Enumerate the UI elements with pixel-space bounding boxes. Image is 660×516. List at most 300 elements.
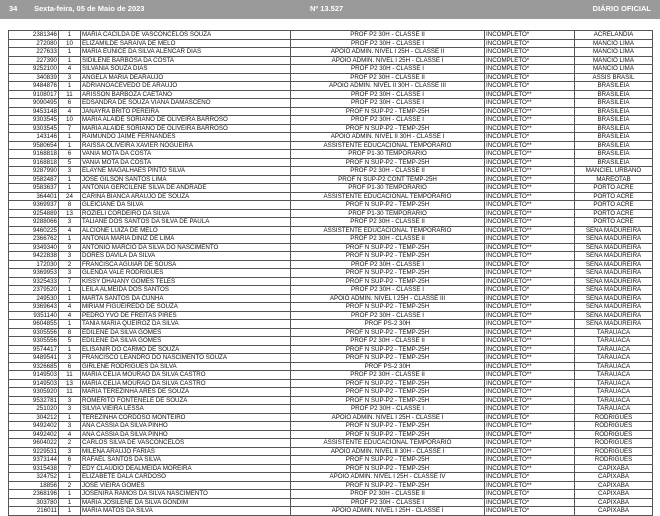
municipio-cell: ASSIS BRASIL [575, 73, 653, 82]
cargo-cell: PROF P2 30H - CLASSE II [291, 490, 485, 499]
cargo-cell: PROF PS-2 30H [291, 320, 485, 329]
situacao-cell: INCOMPLETO** [485, 337, 575, 346]
municipio-cell: CAPIXABA [575, 481, 653, 490]
municipio-cell: TARAUACA [575, 388, 653, 397]
situacao-cell: INCOMPLETO** [485, 396, 575, 405]
page-number: 34 [9, 4, 18, 13]
municipio-cell: TARAUACA [575, 379, 653, 388]
matricula-cell: 340839 [9, 73, 59, 82]
cargo-cell: PROF PS-2 30H [291, 362, 485, 371]
contrato-cell: 1 [59, 31, 81, 40]
municipio-cell: BRASILEIA [575, 150, 653, 159]
cargo-cell: PROF N SUP-P2 - TEMP-25H [291, 481, 485, 490]
table-row [9, 226, 653, 235]
contrato-cell: 1 [59, 498, 81, 507]
situacao-cell: INCOMPLETO** [485, 99, 575, 108]
matricula-cell: 9351140 [9, 311, 59, 320]
nome-cell: SIDILENE BARBOSA DA COSTA [81, 56, 291, 65]
matricula-cell: 9315438 [9, 464, 59, 473]
municipio-cell: SENA MADUREIRA [575, 252, 653, 261]
contrato-cell: 7 [59, 464, 81, 473]
situacao-cell: INCOMPLETO** [485, 430, 575, 439]
table-row [9, 328, 653, 337]
matricula-cell: 9460225 [9, 226, 59, 235]
table-row [9, 320, 653, 329]
municipio-cell: PORTO ACRE [575, 209, 653, 218]
table-row [9, 490, 653, 499]
cargo-cell: PROF N SUP-P2 - TEMP-25H [291, 430, 485, 439]
contrato-cell: 3 [59, 252, 81, 261]
municipio-cell: TARAUACA [575, 396, 653, 405]
contrato-cell: 4 [59, 226, 81, 235]
contrato-cell: 1 [59, 235, 81, 244]
cargo-cell: ASSISTENTE EDUCACIONAL TEMPORARIO [291, 192, 485, 201]
situacao-cell: INCOMPLETO** [485, 184, 575, 193]
table-row [9, 311, 653, 320]
nome-cell: LEILA ALMEIDA DOS SANTOS [81, 286, 291, 295]
nome-cell: CARINA BIANCA ARAUJO DE SOUZA [81, 192, 291, 201]
matricula-cell: 9604022 [9, 439, 59, 448]
matricula-cell: 9453148 [9, 107, 59, 116]
matricula-cell: 251020 [9, 405, 59, 414]
page-header [0, 0, 660, 19]
municipio-cell: CAPIXABA [575, 490, 653, 499]
table-row [9, 303, 653, 312]
contrato-cell: 3 [59, 218, 81, 227]
municipio-cell: RODRIGUES [575, 447, 653, 456]
matricula-cell: 9492402 [9, 430, 59, 439]
contrato-cell: 8 [59, 201, 81, 210]
contrato-cell: 24 [59, 192, 81, 201]
cargo-cell: PROF N SUP-P2 - TEMP-25H [291, 124, 485, 133]
table-row [9, 422, 653, 431]
table-row [9, 252, 653, 261]
municipio-cell: SENA MADUREIRA [575, 303, 653, 312]
table-row [9, 82, 653, 91]
situacao-cell: INCOMPLETO** [485, 175, 575, 184]
municipio-cell: BRASILEIA [575, 124, 653, 133]
cargo-cell: APOIO ADMIN. NIVEL I 25H - CLASSE III [291, 294, 485, 303]
table-row [9, 473, 653, 482]
municipio-cell: MAREOTAB [575, 175, 653, 184]
contrato-cell: 3 [59, 167, 81, 176]
municipio-cell: SENA MADUREIRA [575, 286, 653, 295]
cargo-cell: PROF N SUP-P2 - TEMP-25H [291, 107, 485, 116]
table-row [9, 405, 653, 414]
cargo-cell: PROF P1-30 TEMPORARIO [291, 209, 485, 218]
cargo-cell: PROF P2 30H - CLASSE I [291, 116, 485, 125]
matricula-cell: 9305920 [9, 388, 59, 397]
matricula-cell: 9422838 [9, 252, 59, 261]
cargo-cell: PROF P2 30H - CLASSE I [291, 286, 485, 295]
contrato-cell: 2 [59, 481, 81, 490]
nome-cell: ELIZABETE DALA CARDOSO [81, 473, 291, 482]
nome-cell: ELISANIR DO CARMO DE SOUZA [81, 345, 291, 354]
table-row [9, 439, 653, 448]
nome-cell: MARIA CELIA MOURAO DA SILVA CASTRO [81, 371, 291, 380]
municipio-cell: PORTO ACRE [575, 184, 653, 193]
nome-cell: RAISSA OLIVEIRA XAVIER NOGUEIRA [81, 141, 291, 150]
nome-cell: ANA CASSIA DA SILVA PINHO [81, 422, 291, 431]
municipio-cell: SENA MADUREIRA [575, 269, 653, 278]
municipio-cell: MANCIO LIMA [575, 48, 653, 57]
table-row [9, 65, 653, 74]
table-row [9, 124, 653, 133]
matricula-cell: 227390 [9, 56, 59, 65]
situacao-cell: INCOMPLETO** [485, 362, 575, 371]
table-row [9, 56, 653, 65]
contrato-cell: 5 [59, 337, 81, 346]
municipio-cell: ACRELANDIA [575, 31, 653, 40]
nome-cell: ANTONIO MARCIO DA SILVA DO NASCIMENTO [81, 243, 291, 252]
nome-cell: ADRIANOACEVEDO DE ARAUJO [81, 82, 291, 91]
matricula-cell: 9305556 [9, 328, 59, 337]
situacao-cell: INCOMPLETO* [485, 507, 575, 516]
contrato-cell: 1 [59, 473, 81, 482]
situacao-cell: INCOMPLETO* [485, 48, 575, 57]
cargo-cell: PROF N SUP-P2 - TEMP-25H [291, 303, 485, 312]
cargo-cell: PROF P2 30H - CLASSE I [291, 90, 485, 99]
edition-number: Nº 13.527 [310, 4, 344, 13]
matricula-cell: 9288066 [9, 218, 59, 227]
situacao-cell: INCOMPLETO** [485, 311, 575, 320]
municipio-cell: TARAUACA [575, 345, 653, 354]
situacao-cell: INCOMPLETO** [485, 158, 575, 167]
table-row [9, 507, 653, 516]
municipio-cell: BRASILEIA [575, 141, 653, 150]
cargo-cell: PROF N SUP-P2 - TEMP-25H [291, 422, 485, 431]
cargo-cell: PROF P2 30H - CLASSE II [291, 235, 485, 244]
situacao-cell: INCOMPLETO** [485, 481, 575, 490]
municipio-cell: RODRIGUES [575, 439, 653, 448]
cargo-cell: PROF N SUP-P2 - TEMP-25H [291, 252, 485, 261]
contrato-cell: 4 [59, 430, 81, 439]
nome-cell: MARIA ALAIDE SORIANO DE OLIVEIRA BARROSO [81, 124, 291, 133]
nome-cell: SILVANIA SOUZA DIAS [81, 65, 291, 74]
matricula-cell: 9484876 [9, 82, 59, 91]
matricula-cell: 9305556 [9, 337, 59, 346]
nome-cell: MARTA SANTOS DA CUNHA [81, 294, 291, 303]
contrato-cell: 5 [59, 158, 81, 167]
cargo-cell: PROF P2 30H - CLASSE II [291, 371, 485, 380]
nome-cell: FRANCISCO LEANDRO DO NASCIMENTO SOUZA [81, 354, 291, 363]
cargo-cell: PROF N SUP-P2 - TEMP-25H [291, 243, 485, 252]
cargo-cell: APOIO ADMIN. NIVEL I 25H - CLASSE IV [291, 473, 485, 482]
cargo-cell: PROF P2 30H - CLASSE I [291, 260, 485, 269]
municipio-cell: PORTO ACRE [575, 201, 653, 210]
municipio-cell: BRASILEIA [575, 133, 653, 142]
nome-cell: FRANCISCA AGUIAR DE SOUSA [81, 260, 291, 269]
municipio-cell: BRASILEIA [575, 90, 653, 99]
municipio-cell: SENA MADUREIRA [575, 311, 653, 320]
cargo-cell: PROF N SUP-P2 - TEMP-25H [291, 379, 485, 388]
table-row [9, 354, 653, 363]
matricula-cell: 2381346 [9, 31, 59, 40]
contrato-cell: 3 [59, 405, 81, 414]
situacao-cell: INCOMPLETO* [485, 39, 575, 48]
situacao-cell: INCOMPLETO** [485, 107, 575, 116]
nome-cell: MARIA EUNICE DA SILVA ALENCAR DIAS [81, 48, 291, 57]
matricula-cell: 272080 [9, 39, 59, 48]
cargo-cell: APOIO ADMIN. NIVEL II 30H - CLASSE I [291, 447, 485, 456]
cargo-cell: PROF N SUP-P2 - TEMP-25H [291, 388, 485, 397]
table-row [9, 99, 653, 108]
table-row [9, 447, 653, 456]
table-row [9, 218, 653, 227]
contrato-cell: 10 [59, 39, 81, 48]
matricula-cell: 9489541 [9, 354, 59, 363]
municipio-cell: RODRIGUES [575, 422, 653, 431]
municipio-cell: TARAUACA [575, 337, 653, 346]
table-row [9, 294, 653, 303]
situacao-cell: INCOMPLETO** [485, 328, 575, 337]
cargo-cell: APOIO ADMIN. NIVEL I 25H - CLASSE II [291, 48, 485, 57]
matricula-cell: 324752 [9, 473, 59, 482]
table-row [9, 498, 653, 507]
matricula-cell: 9090495 [9, 99, 59, 108]
situacao-cell: INCOMPLETO* [485, 260, 575, 269]
matricula-cell: 9373144 [9, 456, 59, 465]
cargo-cell: PROF N SUP-P2 - TEMP-25H [291, 201, 485, 210]
nome-cell: GLENDA VALE RODRIGUES [81, 269, 291, 278]
cargo-cell: PROF N SUP-P2 CONT TEMP-25H [291, 175, 485, 184]
nome-cell: RAIMUNDO JAIME FERNANDES [81, 133, 291, 142]
situacao-cell: INCOMPLETO* [485, 294, 575, 303]
nome-cell: ROZIELI CORDEIRO DA SILVA [81, 209, 291, 218]
nome-cell: ANA CASSIA DA SILVA PINHO [81, 430, 291, 439]
table-row [9, 175, 653, 184]
contrato-cell: 1 [59, 184, 81, 193]
municipio-cell: SENA MADUREIRA [575, 235, 653, 244]
contrato-cell: 1 [59, 56, 81, 65]
situacao-cell: INCOMPLETO** [485, 218, 575, 227]
nome-cell: SILVIA VIEIRA LESSA [81, 405, 291, 414]
contrato-cell: 11 [59, 371, 81, 380]
municipio-cell: TARAUACA [575, 362, 653, 371]
municipio-cell: TARAUACA [575, 328, 653, 337]
cargo-cell: PROF N SUP-P2 - TEMP-25H [291, 396, 485, 405]
table-row [9, 158, 653, 167]
matricula-cell: 9254889 [9, 209, 59, 218]
contrato-cell: 6 [59, 150, 81, 159]
nome-cell: GIRLENE RODRIGUES DA SILVA [81, 362, 291, 371]
contrato-cell: 1 [59, 175, 81, 184]
situacao-cell: INCOMPLETO** [485, 303, 575, 312]
table-row [9, 243, 653, 252]
contrato-cell: 3 [59, 396, 81, 405]
municipio-cell: RODRIGUES [575, 413, 653, 422]
table-row [9, 464, 653, 473]
cargo-cell: PROF N SUP-P2 - TEMP-25H [291, 328, 485, 337]
situacao-cell: INCOMPLETO* [485, 286, 575, 295]
cargo-cell: PROF N SUP-P2 - TEMP-25H [291, 464, 485, 473]
matricula-cell: 9303545 [9, 124, 59, 133]
nome-cell: JANAYRA BRITO PEREIRA [81, 107, 291, 116]
contrato-cell: 1 [59, 48, 81, 57]
cargo-cell: PROF N SUP-P2 - TEMP-25H [291, 456, 485, 465]
table-row [9, 269, 653, 278]
nome-cell: ELIZAMILDE SARAIVA DE MELO [81, 39, 291, 48]
nome-cell: ARISSON BARBOZA CAETANO [81, 90, 291, 99]
cargo-cell: PROF P2 30H - CLASSE II [291, 218, 485, 227]
matricula-cell: 216011 [9, 507, 59, 516]
contrato-cell: 3 [59, 73, 81, 82]
nome-cell: MARIA CACILDA DE VASCONCELOS SOUZA [81, 31, 291, 40]
cargo-cell: PROF P2 30H - CLASSE I [291, 99, 485, 108]
cargo-cell: APOIO ADMIN. NIVEL I 25H - CLASSE I [291, 56, 485, 65]
table-row [9, 48, 653, 57]
situacao-cell: INCOMPLETO* [485, 133, 575, 142]
contrato-cell: 3 [59, 447, 81, 456]
situacao-cell: INCOMPLETO** [485, 456, 575, 465]
contrato-cell: 4 [59, 311, 81, 320]
nome-cell: MARIA MATOS DA SILVA [81, 507, 291, 516]
municipio-cell: PORTO ACRE [575, 218, 653, 227]
municipio-cell: SENA MADUREIRA [575, 260, 653, 269]
municipio-cell: RODRIGUES [575, 430, 653, 439]
matricula-cell: 18856 [9, 481, 59, 490]
contrato-cell: 1 [59, 490, 81, 499]
nome-cell: MILENA ARAUJO FARIAS [81, 447, 291, 456]
nome-cell: PEDRO YVO DE FREITAS PIRES [81, 311, 291, 320]
situacao-cell: INCOMPLETO** [485, 141, 575, 150]
contrato-cell: 3 [59, 354, 81, 363]
nome-cell: ANTONIA MARIA DINIZ DE LIMA [81, 235, 291, 244]
matricula-cell: 9582487 [9, 175, 59, 184]
situacao-cell: INCOMPLETO* [485, 65, 575, 74]
matricula-cell: 227633 [9, 48, 59, 57]
nome-cell: RAFAEL SANTOS DA SILVA [81, 456, 291, 465]
table-row [9, 260, 653, 269]
situacao-cell: INCOMPLETO** [485, 252, 575, 261]
situacao-cell: INCOMPLETO** [485, 116, 575, 125]
cargo-cell: PROF P2 30H - CLASSE II [291, 31, 485, 40]
contrato-cell: 4 [59, 65, 81, 74]
nome-cell: EDY CLAUDIO DEALMEIDA MOREIRA [81, 464, 291, 473]
municipio-cell: BRASILEIA [575, 116, 653, 125]
nome-cell: MARIA ALAIDE SORIANO DE OLIVEIRA BARROSO [81, 116, 291, 125]
matricula-cell: 9149503 [9, 379, 59, 388]
table-row [9, 413, 653, 422]
contrato-cell: 10 [59, 116, 81, 125]
nome-cell: JOSENIRA RAMOS DA SILVA NASCIMENTO [81, 490, 291, 499]
matricula-cell: 172030 [9, 260, 59, 269]
contrato-cell: 6 [59, 362, 81, 371]
cargo-cell: PROF N SUP-P2 - TEMP-25H [291, 354, 485, 363]
contrato-cell: 3 [59, 269, 81, 278]
contrato-cell: 8 [59, 328, 81, 337]
municipio-cell: MANCIEL URBANO [575, 167, 653, 176]
nome-cell: EDSANDRA DE SOUZA VIANA DAMASCENO [81, 99, 291, 108]
situacao-cell: INCOMPLETO* [485, 73, 575, 82]
table-row [9, 337, 653, 346]
cargo-cell: PROF P2 30H - CLASSE I [291, 498, 485, 507]
matricula-cell: 9369937 [9, 201, 59, 210]
situacao-cell: INCOMPLETO** [485, 243, 575, 252]
situacao-cell: INCOMPLETO** [485, 124, 575, 133]
municipio-cell: CAPIXABA [575, 464, 653, 473]
matricula-cell: 9149503 [9, 371, 59, 380]
situacao-cell: INCOMPLETO** [485, 167, 575, 176]
matricula-cell: 9303545 [9, 116, 59, 125]
situacao-cell: INCOMPLETO** [485, 464, 575, 473]
table-row [9, 481, 653, 490]
situacao-cell: INCOMPLETO* [485, 31, 575, 40]
municipio-cell: MANCIO LIMA [575, 39, 653, 48]
nome-cell: GLEICIANE DA SILVA [81, 201, 291, 210]
matricula-cell: 9492402 [9, 422, 59, 431]
contrato-cell: 13 [59, 209, 81, 218]
table-row [9, 192, 653, 201]
situacao-cell: INCOMPLETO** [485, 388, 575, 397]
nome-cell: MARIA TEREZINHA ARES DE SOUZA [81, 388, 291, 397]
nome-cell: VANIA MOTA DA COSTA [81, 150, 291, 159]
matricula-cell: 9580654 [9, 141, 59, 150]
matricula-cell: 9168818 [9, 158, 59, 167]
situacao-cell: INCOMPLETO* [485, 413, 575, 422]
nome-cell: DORES DAVILA DA SILVA [81, 252, 291, 261]
situacao-cell: INCOMPLETO** [485, 269, 575, 278]
municipio-cell: BRASILEIA [575, 82, 653, 91]
situacao-cell: INCOMPLETO** [485, 226, 575, 235]
cargo-cell: PROF N SUP-P2 - TEMP-25H [291, 345, 485, 354]
contrato-cell: 1 [59, 294, 81, 303]
situacao-cell: INCOMPLETO** [485, 447, 575, 456]
cargo-cell: PROF P2 30H - CLASSE I [291, 39, 485, 48]
situacao-cell: INCOMPLETO** [485, 345, 575, 354]
cargo-cell: PROF P2 30H - CLASSE I [291, 311, 485, 320]
table-row [9, 362, 653, 371]
table-row [9, 150, 653, 159]
contrato-cell: 11 [59, 90, 81, 99]
cargo-cell: PROF N SUP-P2 - TEMP-25H [291, 269, 485, 278]
table-row [9, 286, 653, 295]
matricula-cell: 9369643 [9, 303, 59, 312]
nome-cell: MARIA JOSILENE DA SILVA GONDIM [81, 498, 291, 507]
situacao-cell: INCOMPLETO** [485, 422, 575, 431]
cargo-cell: APOIO ADMIN. NIVEL II 30H - CLASSE III [291, 82, 485, 91]
contrato-cell: 1 [59, 345, 81, 354]
table-row [9, 379, 653, 388]
nome-cell: KISSY DHAIANY GOMES TELES [81, 277, 291, 286]
matricula-cell: 249530 [9, 294, 59, 303]
nome-cell: TEREZINHA CORDOSO MONTEIRO [81, 413, 291, 422]
contrato-cell: 3 [59, 422, 81, 431]
situacao-cell: INCOMPLETO** [485, 320, 575, 329]
cargo-cell: ASSISTENTE EDUCACIONAL TEMPORARIO [291, 141, 485, 150]
nome-cell: ANGELA MARIA DEARAUJO [81, 73, 291, 82]
table-row [9, 116, 653, 125]
situacao-cell: INCOMPLETO* [485, 473, 575, 482]
municipio-cell: TARAUACA [575, 371, 653, 380]
municipio-cell: BRASILEIA [575, 107, 653, 116]
municipio-cell: SENA MADUREIRA [575, 226, 653, 235]
matricula-cell: 9229531 [9, 447, 59, 456]
nome-cell: TANIA MARIA QUEIROZ DA SILVA [81, 320, 291, 329]
nome-cell: MIRIAM FIGUEIREDO DE SOUZA [81, 303, 291, 312]
situacao-cell: INCOMPLETO** [485, 90, 575, 99]
contrato-cell: 1 [59, 82, 81, 91]
cargo-cell: APOIO ADMIN. NIVEL I 25H - CLASSE I [291, 507, 485, 516]
municipio-cell: TARAUACA [575, 405, 653, 414]
table-row [9, 371, 653, 380]
contrato-cell: 7 [59, 124, 81, 133]
contrato-cell: 1 [59, 133, 81, 142]
matricula-cell: 143146 [9, 133, 59, 142]
table-row [9, 141, 653, 150]
situacao-cell: INCOMPLETO** [485, 277, 575, 286]
cargo-cell: PROF P2 30H - CLASSE I [291, 65, 485, 74]
